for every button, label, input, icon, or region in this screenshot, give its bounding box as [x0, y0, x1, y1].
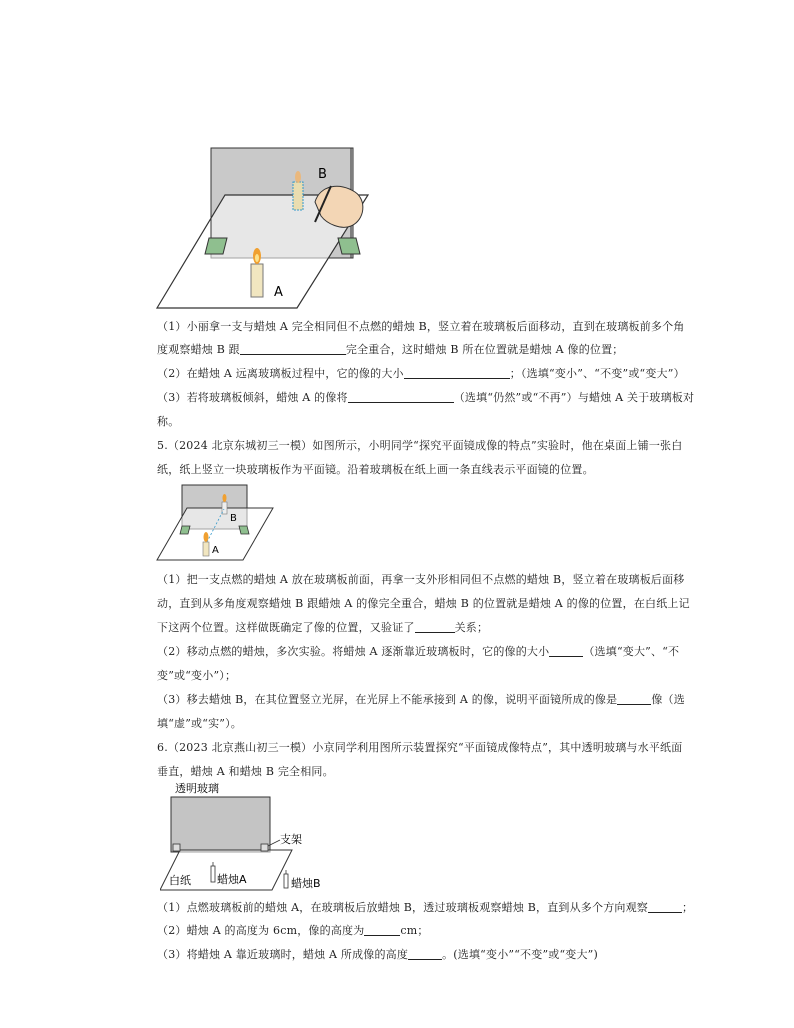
- figure-q5-label-b: B: [230, 513, 237, 524]
- q6-part1-text-b: ；: [682, 901, 694, 914]
- figure-1-plane-mirror: [155, 140, 370, 312]
- q5-part3-text-b: 像（选: [651, 693, 685, 706]
- q5-part3-line2: 填“虚”或“实”）。: [157, 717, 242, 730]
- q5-part2-line2: 变”或“变小”）；: [157, 669, 237, 682]
- q4-part2-text-b: ；（选填“变小”、“不变”或“变大”）: [509, 367, 685, 380]
- figure-q6-label-paper: 白纸: [169, 874, 191, 887]
- q6-part2: [157, 924, 429, 938]
- q4-part1-line1: （1）小丽拿一支与蜡烛 A 完全相同但不点燃的蜡烛 B，竖立着在玻璃板后面移动，直到在玻璃板前多个角: [157, 320, 685, 333]
- q4-part3-text-a: （3）若将玻璃板倾斜，蜡烛 A 的像将: [157, 391, 348, 404]
- figure-1-label-a: A: [274, 285, 283, 300]
- q5-stem-line1: 5.（2024 北京东城初三一模）如图所示，小明同学“探究平面镜成像的特点”实验时，他在桌面上铺一张白: [157, 439, 683, 452]
- q4-part2-text-a: （2）在蜡烛 A 远离玻璃板过程中，它的像的大小: [157, 367, 404, 380]
- q6-stem-line2: 垂直，蜡烛 A 和蜡烛 B 完全相同。: [157, 765, 334, 778]
- figure-q6-label-stand: 支架: [280, 833, 302, 846]
- q6-part2-text-a: （2）蜡烛 A 的高度为 6cm，像的高度为: [157, 924, 365, 937]
- q4-part1-text-b: 完全重合，这时蜡烛 B 所在位置就是蜡烛 A 像的位置；: [345, 343, 624, 356]
- q6-part1: [157, 901, 693, 915]
- q5-answer-blank-1[interactable]: [415, 621, 455, 633]
- q6-answer-blank-2[interactable]: [364, 924, 400, 936]
- figure-q5-label-a: A: [212, 545, 219, 556]
- q5-part1-line3: [157, 621, 488, 635]
- q5-part2-text-a: （2）移动点燃的蜡烛，多次实验。将蜡烛 A 逐渐靠近玻璃板时，它的像的大小: [157, 645, 550, 658]
- q4-part2: [157, 367, 685, 381]
- q5-answer-blank-2[interactable]: [549, 645, 583, 657]
- q4-answer-blank-2[interactable]: [404, 367, 510, 379]
- q6-answer-blank-3[interactable]: [408, 948, 442, 960]
- q6-stem-line1: 6.（2023 北京燕山初三一模）小京同学利用图所示装置探究“平面镜成像特点”，其中透明玻璃与水平纸面: [157, 741, 683, 754]
- figure-q6-label-candle-b: 蜡烛B: [291, 877, 321, 890]
- q6-part1-text-a: （1）点燃玻璃板前的蜡烛 A，在玻璃板后放蜡烛 B，透过玻璃板观察蜡烛 B，直到从多个方向观察: [157, 901, 648, 914]
- figure-q6-label-glass: 透明玻璃: [175, 782, 219, 795]
- q4-part3-text-b: （选填“仍然”或“不再”）与蜡烛 A 关于玻璃板对: [453, 391, 695, 404]
- q5-part2-line1: [157, 645, 679, 659]
- q6-part2-text-b: cm；: [400, 924, 429, 937]
- q6-part3-text-a: （3）将蜡烛 A 靠近玻璃时，蜡烛 A 所成像的高度: [157, 948, 409, 961]
- figure-q5-plane-mirror: [155, 482, 275, 562]
- q4-part1-line2: [157, 343, 624, 357]
- q6-part3-text-b: 。(选填“变小”“不变”或“变大”): [442, 948, 599, 961]
- q6-answer-blank-1[interactable]: [648, 901, 682, 913]
- q5-part1-line1: （1）把一支点燃的蜡烛 A 放在玻璃板前面，再拿一支外形相同但不点燃的蜡烛 B，竖立着在玻璃板后面移: [157, 573, 685, 586]
- q4-part1-text-a: 度观察蜡烛 B 跟: [157, 343, 240, 356]
- q4-part3: [157, 391, 694, 405]
- q4-answer-blank-3[interactable]: [348, 391, 454, 403]
- q4-answer-blank-1[interactable]: [240, 343, 346, 355]
- q5-part1-text-a: 下这两个位置。这样做既确定了像的位置，又验证了: [157, 621, 415, 634]
- q5-part1-text-b: 关系；: [454, 621, 489, 634]
- q4-part3-line2: 称。: [157, 415, 180, 428]
- q5-part1-line2: 动，直到从多角度观察蜡烛 B 跟蜡烛 A 的像完全重合，蜡烛 B 的位置就是蜡烛 A 的像的位置，在白纸上记: [157, 597, 690, 610]
- figure-q6-apparatus: [160, 780, 350, 895]
- q6-part3: [157, 948, 598, 962]
- figure-1-label-b: B: [318, 167, 327, 182]
- q5-stem-line2: 纸，纸上竖立一块玻璃板作为平面镜。沿着玻璃板在纸上画一条直线表示平面镜的位置。: [157, 463, 594, 476]
- q5-part2-text-b: （选填“变大”、“不: [583, 645, 680, 658]
- q5-part3-text-a: （3）移去蜡烛 B，在其位置竖立光屏，在光屏上不能承接到 A 的像，说明平面镜所成的像是: [157, 693, 618, 706]
- q5-part3-line1: [157, 693, 685, 707]
- figure-q6-label-candle-a: 蜡烛A: [217, 873, 247, 886]
- q5-answer-blank-3[interactable]: [617, 693, 651, 705]
